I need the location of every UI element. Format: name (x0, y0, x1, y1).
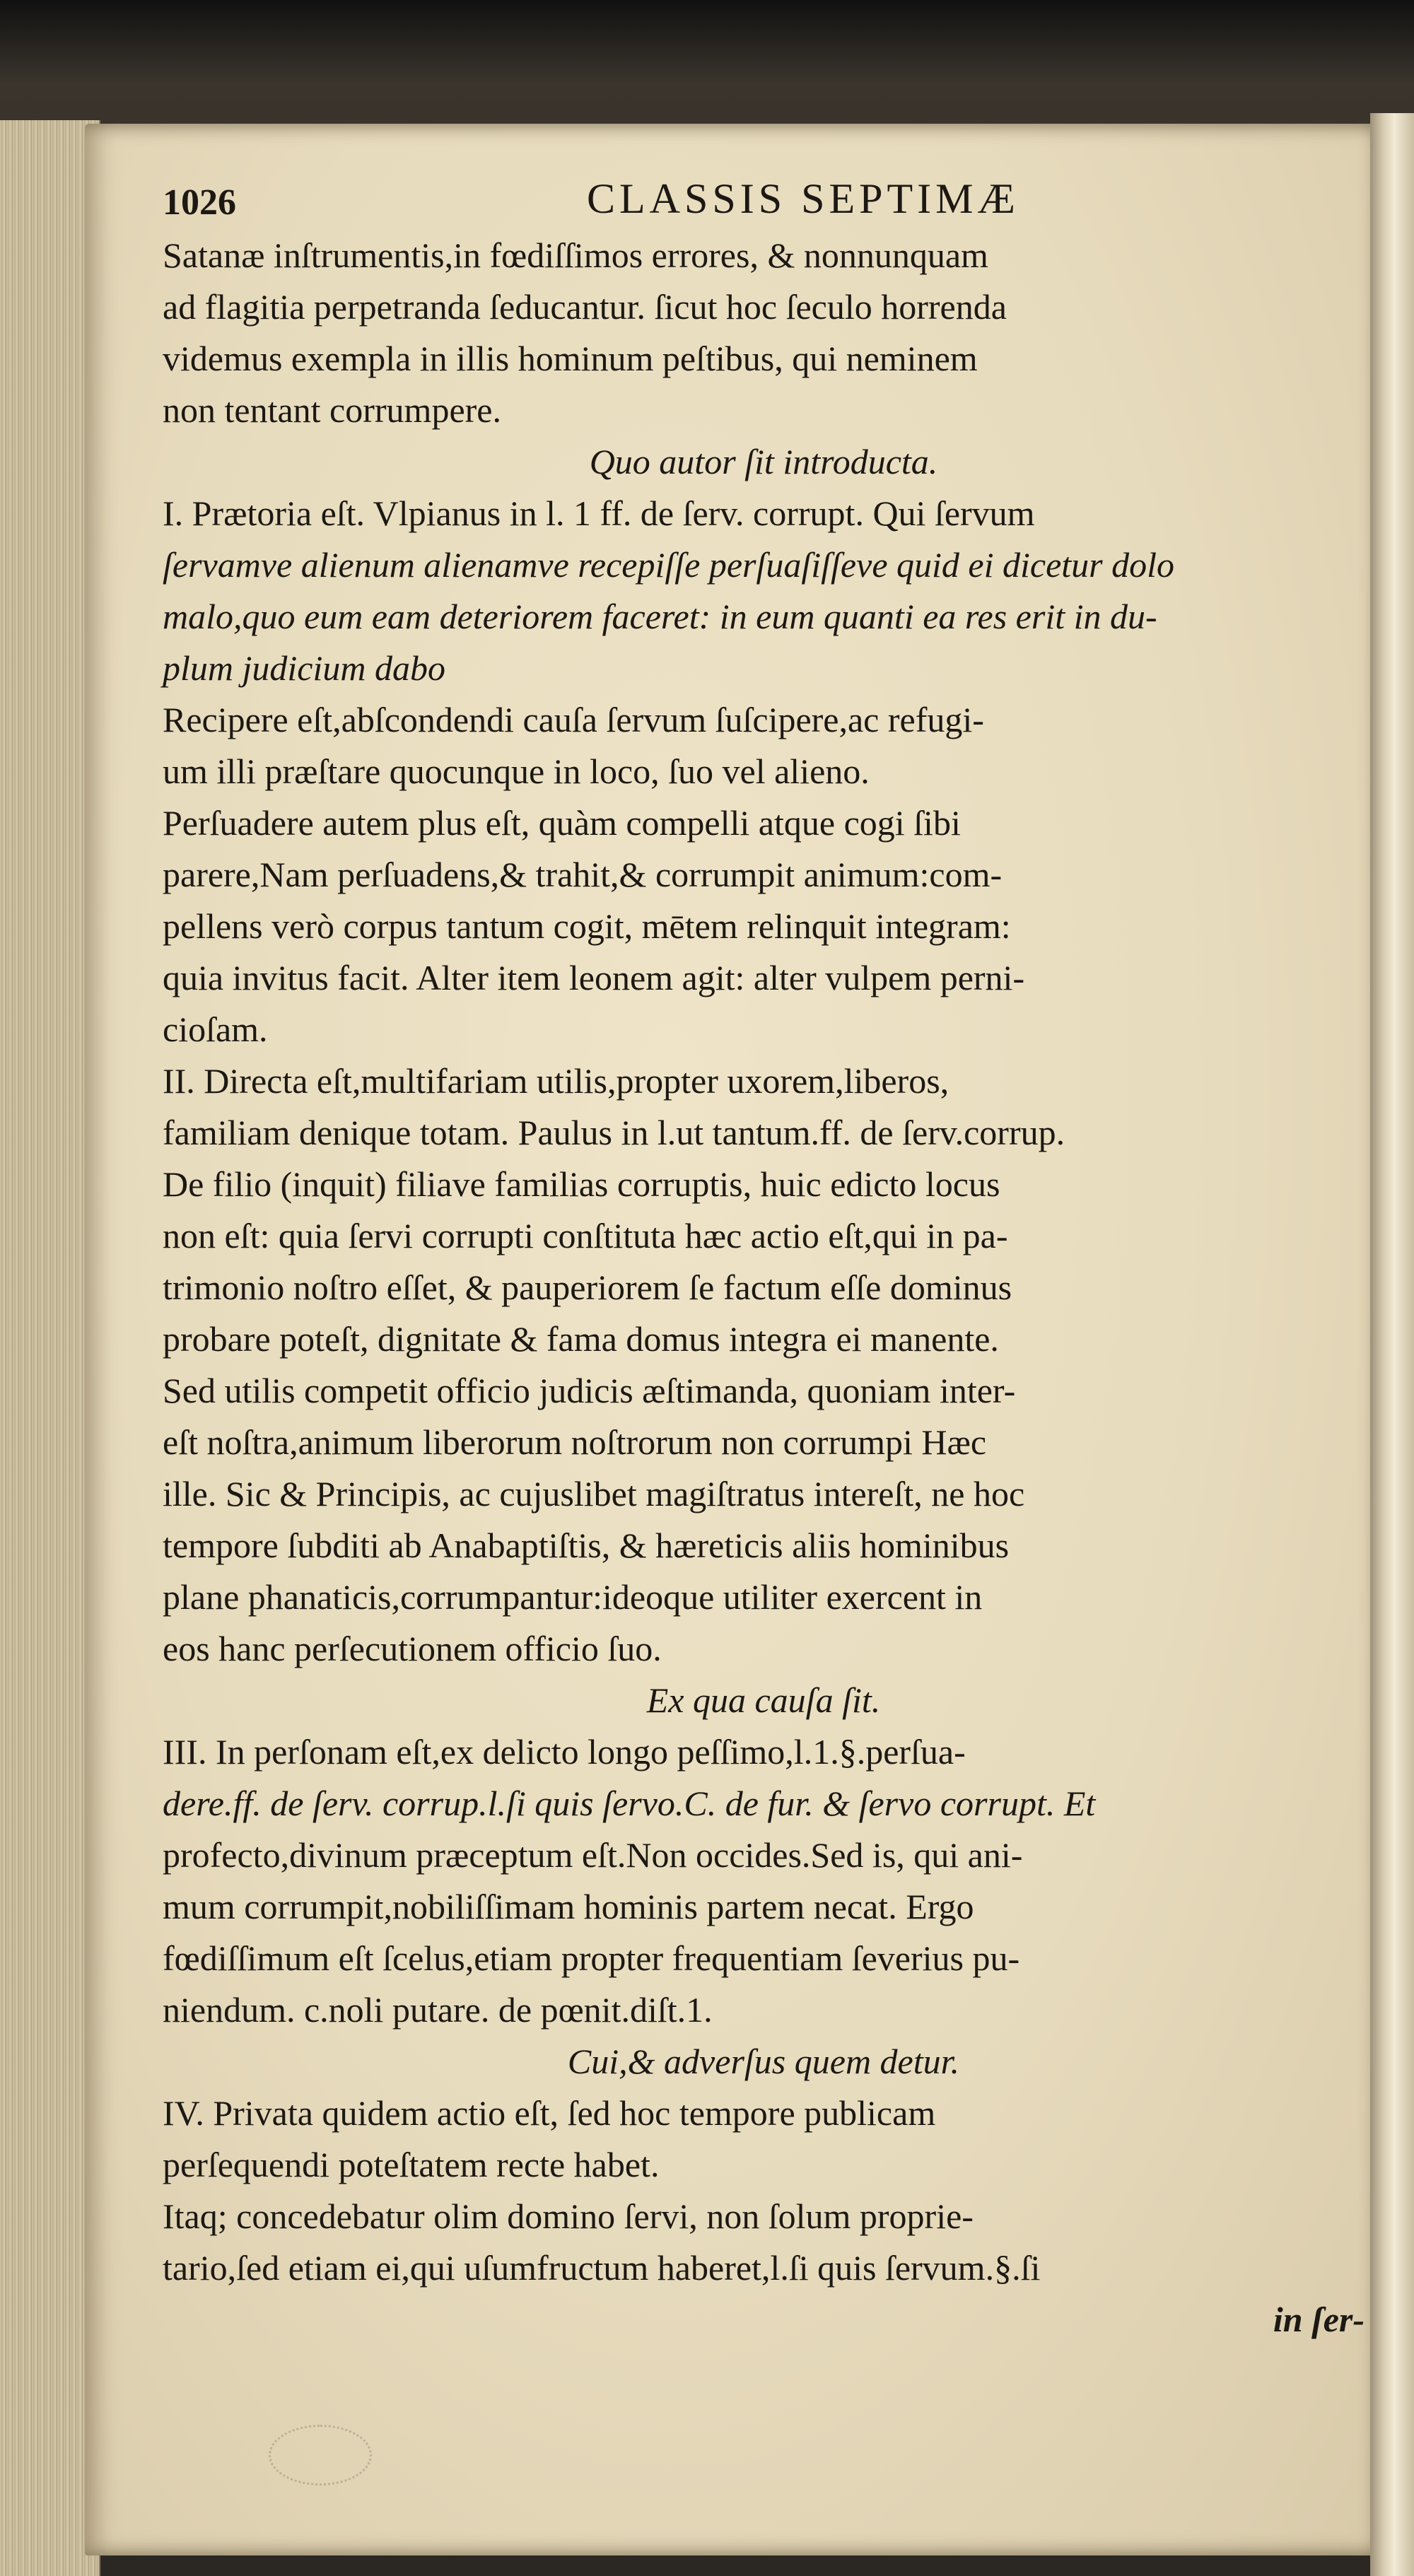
page-text (163, 163, 1365, 2346)
text-line: Satanæ inſtrumentis,in fœdiſſimos errores, & nonnunquam (163, 235, 988, 275)
text-line: IV. Privata quidem actio eſt, ſed hoc tempore publicam (163, 2093, 936, 2133)
text-line: pellens verò corpus tantum cogit, mētem relinquit integram: (163, 906, 1011, 946)
text-line: familiam denique totam. Paulus in l.ut tantum.ff. de ſerv.corrup. (163, 1113, 1065, 1152)
section-heading: Quo autor ſit introducta. (589, 442, 938, 481)
text-line: non eſt: quia ſervi corrupti conſtituta hæc actio eſt,qui in pa- (163, 1216, 1008, 1255)
body-lines (163, 230, 1365, 2294)
text-line: malo,quo eum eam deteriorem faceret: in eum quanti ea res erit in du- (163, 597, 1157, 636)
section-heading: Ex qua cauſa ſit. (646, 1680, 881, 1720)
text-line: plum judicium dabo (163, 648, 445, 688)
top-shadow (0, 0, 1414, 141)
page-header (163, 163, 1365, 230)
text-line: perſequendi poteſtatem recte habet. (163, 2145, 660, 2184)
text-line: um illi præſtare quocunque in loco, ſuo vel alieno. (163, 751, 870, 791)
text-line: Recipere eſt,abſcondendi cauſa ſervum ſuſcipere,ac refugi- (163, 700, 984, 739)
text-line: III. In perſonam eſt,ex delicto longo peſſimo,l.1.§.perſua- (163, 1732, 966, 1772)
text-line: fœdiſſimum eſt ſcelus,etiam propter frequentiam ſeverius pu- (163, 1938, 1020, 1978)
text-line: Sed utilis competit officio judicis æſtimanda, quoniam inter- (163, 1371, 1016, 1410)
text-line: ad flagitia perpetranda ſeducantur. ſicut hoc ſeculo horrenda (163, 287, 1007, 327)
text-line: videmus exempla in illis hominum peſtibus, qui neminem (163, 339, 978, 378)
text-line: ille. Sic & Principis, ac cujuslibet magiſtratus intereſt, ne hoc (163, 1474, 1025, 1514)
section-heading: Cui,& adverſus quem detur. (567, 2042, 960, 2081)
text-line: I. Prætoria eſt. Vlpianus in l. 1 ff. de ſerv. corrupt. Qui ſervum (163, 493, 1035, 533)
text-line: Itaq; concedebatur olim domino ſervi, non ſolum proprie- (163, 2196, 974, 2236)
text-line: eſt noſtra,animum liberorum noſtrorum non corrumpi Hæc (163, 1422, 987, 1462)
text-line: ſervamve alienum alienamve recepiſſe perſuaſiſſeve quid ei dicetur dolo (163, 545, 1175, 585)
text-line: profecto,divinum præceptum eſt.Non occides.Sed is, qui ani- (163, 1835, 1023, 1875)
text-line: parere,Nam perſuadens,& trahit,& corrumpit animum:com- (163, 855, 1003, 894)
text-line: mum corrumpit,nobiliſſimam hominis partem necat. Ergo (163, 1887, 974, 1926)
page-number: 1026 (163, 182, 236, 223)
text-line: non tentant corrumpere. (163, 390, 501, 430)
running-head: CLASSIS SEPTIMÆ (587, 175, 1019, 222)
text-line: II. Directa eſt,multifariam utilis,propter uxorem,liberos, (163, 1061, 950, 1101)
text-line: probare poteſt, dignitate & fama domus integra ei manente. (163, 1319, 999, 1359)
text-line: tempore ſubditi ab Anabaptiſtis, & hæreticis aliis hominibus (163, 1526, 1010, 1565)
stamp-mark (269, 2425, 372, 2486)
text-line: cioſam. (163, 1009, 268, 1049)
page-edges-right (1370, 113, 1414, 2576)
text-line: De filio (inquit) filiave familias corruptis, huic edicto locus (163, 1164, 1000, 1204)
text-line: eos hanc perſecutionem officio ſuo. (163, 1629, 662, 1668)
text-line: Perſuadere autem plus eſt, quàm compelli atque cogi ſibi (163, 803, 961, 843)
text-line: quia invitus facit. Alter item leonem agit: alter vulpem perni- (163, 958, 1025, 997)
text-line: plane phanaticis,corrumpantur:ideoque utiliter exercent in (163, 1577, 983, 1617)
text-line: tario,ſed etiam ei,qui uſumfructum haberet,l.ſi quis ſervum.§.ſi (163, 2248, 1041, 2288)
catchword: in ſer- (1273, 2300, 1365, 2339)
text-line: niendum. c.noli putare. de pœnit.diſt.1. (163, 1990, 713, 2030)
text-line: trimonio noſtro eſſet, & pauperiorem ſe factum eſſe dominus (163, 1267, 1012, 1307)
text-line: dere.ff. de ſerv. corrup.l.ſi quis ſervo.C. de fur. & ſervo corrupt. Et (163, 1784, 1096, 1823)
